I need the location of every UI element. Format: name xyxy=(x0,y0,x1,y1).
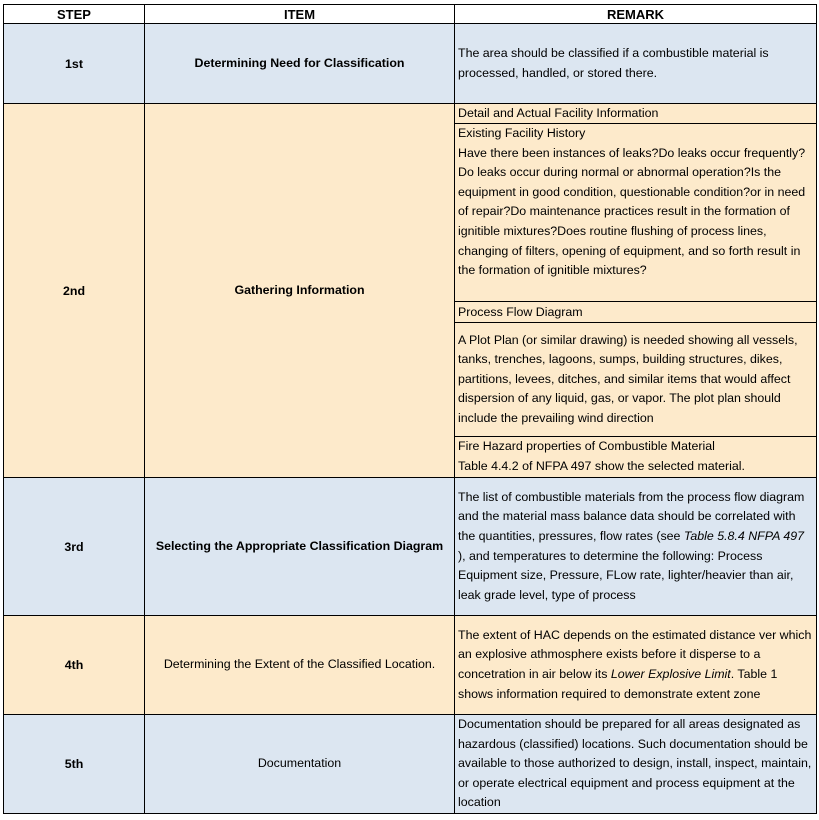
item-cell: Determining the Extent of the Classified Location. xyxy=(145,616,455,715)
table-row-step-3 xyxy=(4,478,817,616)
remark-italic-ref: Lower Explosive Limit xyxy=(610,667,731,681)
step-cell: 5th xyxy=(4,715,145,814)
table-row-step-2 xyxy=(4,104,817,478)
header-row xyxy=(4,5,817,24)
remark-cell xyxy=(455,715,817,814)
table-row-step-5 xyxy=(4,715,817,814)
remark-part-a: The extent of HAC depends on the estimated distance ver which an explosive athmosphere exists before it disperse to a concetration in air below its xyxy=(458,627,812,681)
item-cell: Gathering Information xyxy=(145,104,455,478)
item-cell: Documentation xyxy=(145,715,455,814)
hac-steps-table xyxy=(3,4,817,814)
step-cell: 2nd xyxy=(4,104,145,478)
remark-fire-hazard: Fire Hazard properties of Combustible Material Table 4.4.2 of NFPA 497 show the selected material. xyxy=(458,439,745,473)
step-cell: 4th xyxy=(4,616,145,715)
remark-cell xyxy=(455,104,817,478)
remark-text xyxy=(455,626,816,704)
remark-cell xyxy=(455,616,817,715)
remark-part-b: . Table 1 shows information required to demonstrate extent zone xyxy=(458,667,778,701)
remark-cell xyxy=(455,478,817,616)
remark-part-a: The list of combustible materials from the process flow diagram and the material mass balance data should be correlated with the quantities, pressures, flow rates (see xyxy=(458,489,805,543)
remark-facility-history: Existing Facility History Have there been instances of leaks?Do leaks occur frequently?Do leaks occur during normal or abnormal operation?Is the equipment in good condition, questionable condition?or in need of repair?Do maintenance practices result in the formation of ignitible mixtures?Does routine flushing of process lines, changing of filters, opening of equipment, and so forth result in the formation of ignitible mixtures? xyxy=(455,124,816,302)
header-step: STEP xyxy=(4,5,145,24)
remark-italic-ref: Table 5.8.4 NFPA 497 xyxy=(683,528,804,543)
remark-text xyxy=(455,488,816,606)
remark-part-b: ), and temperatures to determine the following: Process Equipment size, Pressure, FLow rate, lighter/heavier than air, leak grade level, type of process xyxy=(458,548,794,602)
table-row-step-4 xyxy=(4,616,817,715)
item-cell: Selecting the Appropriate Classification Diagram xyxy=(145,478,455,616)
remark-cell xyxy=(455,24,817,104)
remark-process-flow-diagram: Process Flow Diagram xyxy=(455,302,816,323)
hac-steps-table-wrapper xyxy=(3,4,816,814)
remark-facility-info: Detail and Actual Facility Information xyxy=(455,104,816,124)
step-cell: 3rd xyxy=(4,478,145,616)
step-cell: 1st xyxy=(4,24,145,104)
remark-plot-plan: A Plot Plan (or similar drawing) is needed showing all vessels, tanks, trenches, lagoons, sumps, building structures, dikes, partitions, levees, ditches, and similar items that would affect dispersion of any liquid, gas, or vapor. The plot plan should include the prevailing wind direction xyxy=(455,323,816,437)
remark-text: The area should be classified if a combustible material is processed, handled, or stored there. xyxy=(458,45,769,80)
table-row-step-1 xyxy=(4,24,817,104)
header-item: ITEM xyxy=(145,5,455,24)
item-cell: Determining Need for Classification xyxy=(145,24,455,104)
header-remark: REMARK xyxy=(455,5,817,24)
remark-text: Documentation should be prepared for all areas designated as hazardous (classified) locations. Such documentation should be available to those authorized to design, install, inspect, maintain, or operate electrical equipment and process equipment at the location xyxy=(458,717,812,810)
